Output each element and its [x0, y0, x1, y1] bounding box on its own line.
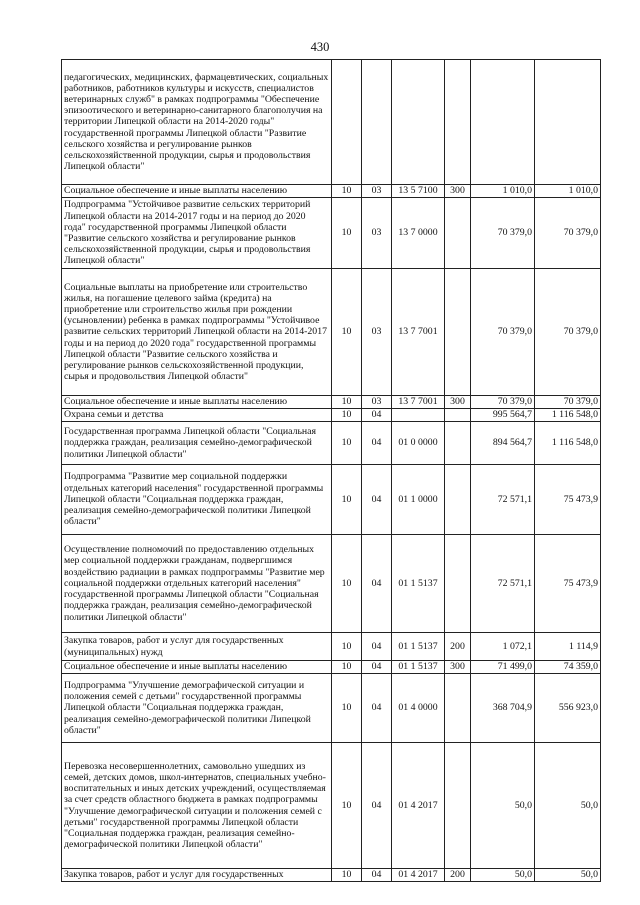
- row-description: Социальное обеспечение и иные выплаты населению: [62, 661, 332, 674]
- expense-type-code: [445, 465, 471, 535]
- subsection-code: 04: [362, 674, 392, 743]
- row-description: Перевозка несовершеннолетних, самовольно ушедших из семей, детских домов, школ-интернатов, специальных учебно-воспитательных и иных детских учреждений, осуществляемая за счет средств областного бюджета в рамках подпрограммы "Улучшение демографической ситуации и положения семей с детьми" государственной программы Липецкой области "Социальная поддержка граждан, реализация семейно-демографической политики Липецкой области": [62, 743, 332, 869]
- target-article-code: 13 7 7001: [392, 269, 445, 396]
- expense-type-code: [445, 535, 471, 633]
- amount-year-1: 71 499,0: [471, 661, 535, 674]
- expense-type-code: [445, 409, 471, 422]
- amount-year-2: 50,0: [535, 869, 601, 882]
- section-code: 10: [332, 409, 362, 422]
- expense-type-code: [445, 422, 471, 465]
- subsection-code: 04: [362, 465, 392, 535]
- row-description: Закупка товаров, работ и услуг для государственных: [62, 869, 332, 882]
- budget-table-body: [62, 60, 601, 882]
- target-article-code: 13 7 7001: [392, 396, 445, 409]
- table-row: [62, 269, 601, 396]
- amount-year-1: 1 072,1: [471, 633, 535, 661]
- expense-type-code: [445, 60, 471, 185]
- target-article-code: 13 7 0000: [392, 198, 445, 269]
- subsection-code: 04: [362, 661, 392, 674]
- amount-year-2: 74 359,0: [535, 661, 601, 674]
- table-row: [62, 60, 601, 185]
- amount-year-1: 50,0: [471, 743, 535, 869]
- target-article-code: [392, 60, 445, 185]
- subsection-code: 04: [362, 743, 392, 869]
- subsection-code: [362, 60, 392, 185]
- page-number: 430: [310, 40, 330, 54]
- table-row: [62, 409, 601, 422]
- table-row: [62, 869, 601, 882]
- target-article-code: 01 4 2017: [392, 743, 445, 869]
- target-article-code: 01 1 5137: [392, 661, 445, 674]
- expense-type-code: 200: [445, 869, 471, 882]
- section-code: 10: [332, 422, 362, 465]
- amount-year-1: [471, 60, 535, 185]
- expense-type-code: [445, 198, 471, 269]
- amount-year-2: 1 116 548,0: [535, 422, 601, 465]
- table-row: [62, 674, 601, 743]
- amount-year-1: 50,0: [471, 869, 535, 882]
- row-description: Подпрограмма "Улучшение демографической ситуации и положения семей с детьми" государственной программы Липецкой области "Социальная поддержка граждан, реализация семейно-демографической политики Липецкой области": [62, 674, 332, 743]
- section-code: 10: [332, 198, 362, 269]
- section-code: 10: [332, 185, 362, 198]
- row-description: Закупка товаров, работ и услуг для государственных (муниципальных) нужд: [62, 633, 332, 661]
- amount-year-1: 72 571,1: [471, 465, 535, 535]
- expense-type-code: [445, 269, 471, 396]
- table-row: [62, 535, 601, 633]
- table-row: [62, 396, 601, 409]
- section-code: 10: [332, 465, 362, 535]
- subsection-code: 03: [362, 396, 392, 409]
- target-article-code: 13 5 7100: [392, 185, 445, 198]
- amount-year-1: 70 379,0: [471, 198, 535, 269]
- target-article-code: 01 1 5137: [392, 535, 445, 633]
- section-code: 10: [332, 743, 362, 869]
- subsection-code: 03: [362, 198, 392, 269]
- table-row: [62, 633, 601, 661]
- amount-year-2: 70 379,0: [535, 269, 601, 396]
- amount-year-2: 1 114,9: [535, 633, 601, 661]
- subsection-code: 04: [362, 869, 392, 882]
- amount-year-1: 894 564,7: [471, 422, 535, 465]
- table-row: [62, 743, 601, 869]
- row-description: Социальное обеспечение и иные выплаты населению: [62, 396, 332, 409]
- amount-year-1: 995 564,7: [471, 409, 535, 422]
- expense-type-code: [445, 743, 471, 869]
- subsection-code: 03: [362, 185, 392, 198]
- amount-year-2: [535, 60, 601, 185]
- table-row: [62, 422, 601, 465]
- section-code: 10: [332, 269, 362, 396]
- table-row: [62, 185, 601, 198]
- row-description: педагогических, медицинских, фармацевтических, социальных работников, работников культуры и искусств, специалистов ветеринарных служб" в рамках подпрограммы "Обеспечение эпизоотического и ветеринарно-санитарного благополучия на территории Липецкой области на 2014-2020 годы" государственной программы Липецкой области "Развитие сельского хозяйства и регулирование рынков сельскохозяйственной продукции, сырья и продовольствия Липецкой области": [62, 60, 332, 185]
- subsection-code: 04: [362, 535, 392, 633]
- expense-type-code: 300: [445, 396, 471, 409]
- table-row: [62, 661, 601, 674]
- expense-type-code: [445, 674, 471, 743]
- row-description: Социальные выплаты на приобретение или строительство жилья, на погашение целевого займа (кредита) на приобретение или строительство жилья при рождении (усыновлении) ребенка в рамках подпрограммы "Устойчивое развитие сельских территорий Липецкой области на 2014-2017 годы и на период до 2020 года" государственной программы Липецкой области "Развитие сельского хозяйства и регулирование рынков сельскохозяйственной продукции, сырья и продовольствия Липецкой области": [62, 269, 332, 396]
- amount-year-2: 75 473,9: [535, 535, 601, 633]
- amount-year-1: 368 704,9: [471, 674, 535, 743]
- target-article-code: 01 4 2017: [392, 869, 445, 882]
- row-description: Государственная программа Липецкой области "Социальная поддержка граждан, реализация семейно-демографической политики Липецкой области": [62, 422, 332, 465]
- section-code: 10: [332, 535, 362, 633]
- expense-type-code: 300: [445, 185, 471, 198]
- section-code: [332, 60, 362, 185]
- amount-year-2: 70 379,0: [535, 198, 601, 269]
- row-description: Подпрограмма "Устойчивое развитие сельских территорий Липецкой области на 2014-2017 годы и на период до 2020 года" государственной программы Липецкой области "Развитие сельского хозяйства и регулирование рынков сельскохозяйственной продукции, сырья и продовольствия Липецкой области": [62, 198, 332, 269]
- subsection-code: 04: [362, 633, 392, 661]
- amount-year-1: 70 379,0: [471, 396, 535, 409]
- amount-year-2: 70 379,0: [535, 396, 601, 409]
- amount-year-1: 72 571,1: [471, 535, 535, 633]
- subsection-code: 03: [362, 269, 392, 396]
- amount-year-2: 50,0: [535, 743, 601, 869]
- amount-year-2: 1 116 548,0: [535, 409, 601, 422]
- row-description: Социальное обеспечение и иные выплаты населению: [62, 185, 332, 198]
- expense-type-code: 200: [445, 633, 471, 661]
- subsection-code: 04: [362, 409, 392, 422]
- section-code: 10: [332, 869, 362, 882]
- section-code: 10: [332, 661, 362, 674]
- target-article-code: 01 1 5137: [392, 633, 445, 661]
- table-row: [62, 198, 601, 269]
- section-code: 10: [332, 396, 362, 409]
- row-description: Подпрограмма "Развитие мер социальной поддержки отдельных категорий населения" государственной программы Липецкой области "Социальная поддержка граждан, реализация семейно-демографической политики Липецкой области": [62, 465, 332, 535]
- expense-type-code: 300: [445, 661, 471, 674]
- subsection-code: 04: [362, 422, 392, 465]
- amount-year-2: 556 923,0: [535, 674, 601, 743]
- row-description: Охрана семьи и детства: [62, 409, 332, 422]
- target-article-code: 01 1 0000: [392, 465, 445, 535]
- row-description: Осуществление полномочий по предоставлению отдельных мер социальной поддержки гражданам, подвергшимся воздействию радиации в рамках подпрограммы "Развитие мер социальной поддержки отдельных категорий населения" государственной программы Липецкой области "Социальная поддержка граждан, реализация семейно-демографической политики Липецкой области": [62, 535, 332, 633]
- amount-year-2: 75 473,9: [535, 465, 601, 535]
- target-article-code: 01 4 0000: [392, 674, 445, 743]
- amount-year-1: 70 379,0: [471, 269, 535, 396]
- amount-year-2: 1 010,0: [535, 185, 601, 198]
- amount-year-1: 1 010,0: [471, 185, 535, 198]
- table-row: [62, 465, 601, 535]
- section-code: 10: [332, 633, 362, 661]
- target-article-code: [392, 409, 445, 422]
- section-code: 10: [332, 674, 362, 743]
- target-article-code: 01 0 0000: [392, 422, 445, 465]
- budget-table: [61, 59, 601, 882]
